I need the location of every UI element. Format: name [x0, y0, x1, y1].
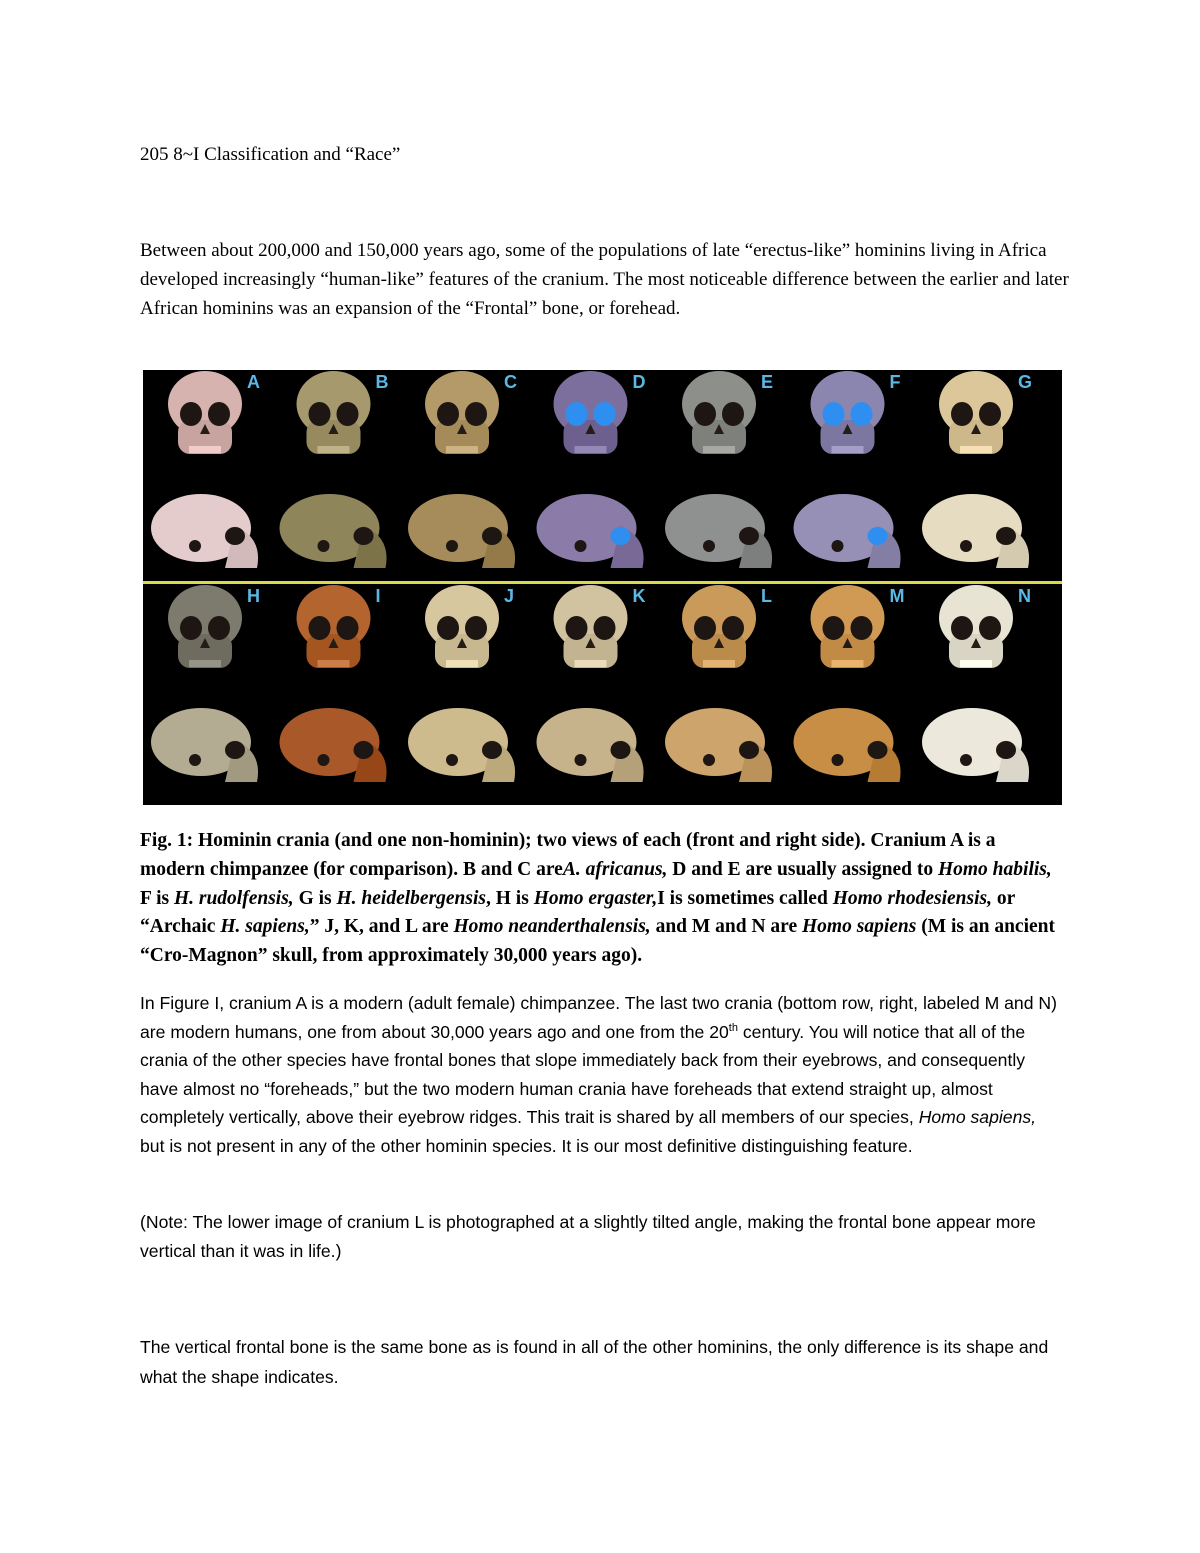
body-paragraph — [140, 989, 1065, 1161]
note-paragraph: (Note: The lower image of cranium L is photographed at a slightly tilted angle, making the frontal bone appear more vertical than it was in life.) — [140, 1212, 1036, 1261]
hominin-crania-figure — [143, 370, 1062, 805]
crania-image — [143, 370, 1062, 805]
front-view-skull — [682, 585, 756, 668]
caption-species-a-africanus: A. africanus, — [562, 858, 668, 880]
side-view-skull — [408, 494, 515, 568]
caption-species-homo-neanderthalensis: Homo neanderthalensis, — [453, 916, 651, 938]
final-paragraph: The vertical frontal bone is the same bone as is found in all of the other hominins, the only difference is its shape and what the shape indicates. — [140, 1337, 1049, 1387]
page-title: 205 8~I Classification and “Race” — [140, 144, 401, 165]
front-view-skull — [939, 585, 1013, 668]
cranium-label: K — [632, 586, 646, 606]
caption-species-h-sapiens-archaic: H. sapiens, — [220, 916, 310, 938]
side-view-skull — [922, 494, 1029, 568]
cranium-label: H — [247, 586, 260, 606]
cranium-label: L — [761, 586, 772, 606]
cranium-label: I — [375, 586, 381, 606]
front-view-skull — [297, 371, 371, 454]
front-view-skull — [168, 585, 242, 668]
side-view-skull — [151, 708, 258, 782]
intro-paragraph: Between about 200,000 and 150,000 years ago, some of the populations of late “erectus-like” hominins living in Africa developed increasingly “human-like” features of the cranium. The most noticeable difference between the earlier and later African hominins was an expansion of the “Frontal” bone, or forehead. — [140, 240, 1069, 319]
cranium-label: N — [1018, 586, 1031, 606]
cranium-label: C — [504, 372, 517, 392]
row-divider — [143, 581, 1062, 584]
cranium-label: B — [375, 372, 389, 392]
caption-text-8: ” J, K, and L are — [309, 916, 454, 938]
caption-species-h-rudolfensis: H. rudolfensis, — [173, 887, 294, 909]
front-view-skull — [811, 585, 885, 668]
cranium-label: D — [632, 372, 646, 392]
cranium-label: J — [504, 586, 515, 606]
side-view-skull — [665, 708, 772, 782]
front-view-skull — [554, 371, 628, 454]
side-view-skull — [151, 494, 258, 568]
caption-text-3: F is — [140, 887, 174, 909]
cranium-label: E — [761, 372, 774, 392]
caption-text-6: I is sometimes called — [657, 887, 833, 909]
side-view-skull — [794, 708, 901, 782]
caption-text-10: (M is an ancient “Cro-Magnon” skull, from approximately 30,000 years ago). — [140, 916, 1055, 967]
caption-text-9: and M and N are — [650, 916, 803, 938]
caption-species-h-heidelbergensis: H. heidelbergensis — [336, 887, 486, 909]
body-text-2: century. You will notice that all of the crania of the other species have frontal bones that slope immediately back from their eyebrows, and consequently have almost no “foreheads,” but the two modern human crania have foreheads that extend straight up, almost completely vertically, above their eyebrow ridges. This trait is shared by all members of our species, — [140, 1021, 1026, 1128]
body-text-3: but is not present in any of the other hominin species. It is our most definitive distinguishing feature. — [140, 1135, 913, 1156]
side-view-skull — [537, 494, 644, 568]
side-view-skull — [280, 494, 387, 568]
cranium-label: F — [889, 372, 901, 392]
cranium-label: M — [889, 586, 905, 606]
body-species-homo-sapiens: Homo sapiens, — [918, 1107, 1037, 1128]
side-view-skull — [408, 708, 515, 782]
front-view-skull — [297, 585, 371, 668]
front-view-skull — [168, 371, 242, 454]
caption-text-1: Fig. 1: Hominin crania (and one non-hominin); two views of each (front and right side). Cranium A is a modern chimpanzee (for comparison). B and C are — [140, 830, 996, 880]
caption-text-4: G is — [293, 887, 337, 909]
side-view-skull — [280, 708, 387, 782]
side-view-skull — [794, 494, 901, 568]
caption-species-homo-ergaster: Homo ergaster, — [533, 887, 658, 909]
front-view-skull — [939, 371, 1013, 454]
front-view-skull — [425, 371, 499, 454]
side-view-skull — [537, 708, 644, 782]
caption-text-5: , H is — [486, 887, 534, 909]
cranium-label: A — [247, 372, 260, 392]
caption-species-homo-habilis: Homo habilis, — [937, 858, 1052, 880]
caption-species-homo-rhodesiensis: Homo rhodesiensis, — [832, 887, 992, 909]
front-view-skull — [425, 585, 499, 668]
front-view-skull — [811, 371, 885, 454]
body-text-1: In Figure I, cranium A is a modern (adult female) chimpanzee. The last two crania (bottom row, right, labeled M and N) are modern humans, one from about 30,000 years ago and one from the 20 — [140, 993, 1057, 1042]
front-view-skull — [554, 585, 628, 668]
body-superscript: th — [728, 1021, 738, 1034]
figure-caption — [140, 827, 1065, 971]
side-view-skull — [665, 494, 772, 568]
caption-text-7: or “Archaic — [140, 887, 1015, 938]
side-view-skull — [922, 708, 1029, 782]
front-view-skull — [682, 371, 756, 454]
caption-text-2: D and E are usually assigned to — [667, 858, 938, 880]
caption-species-homo-sapiens: Homo sapiens — [802, 916, 917, 938]
cranium-label: G — [1018, 372, 1033, 392]
